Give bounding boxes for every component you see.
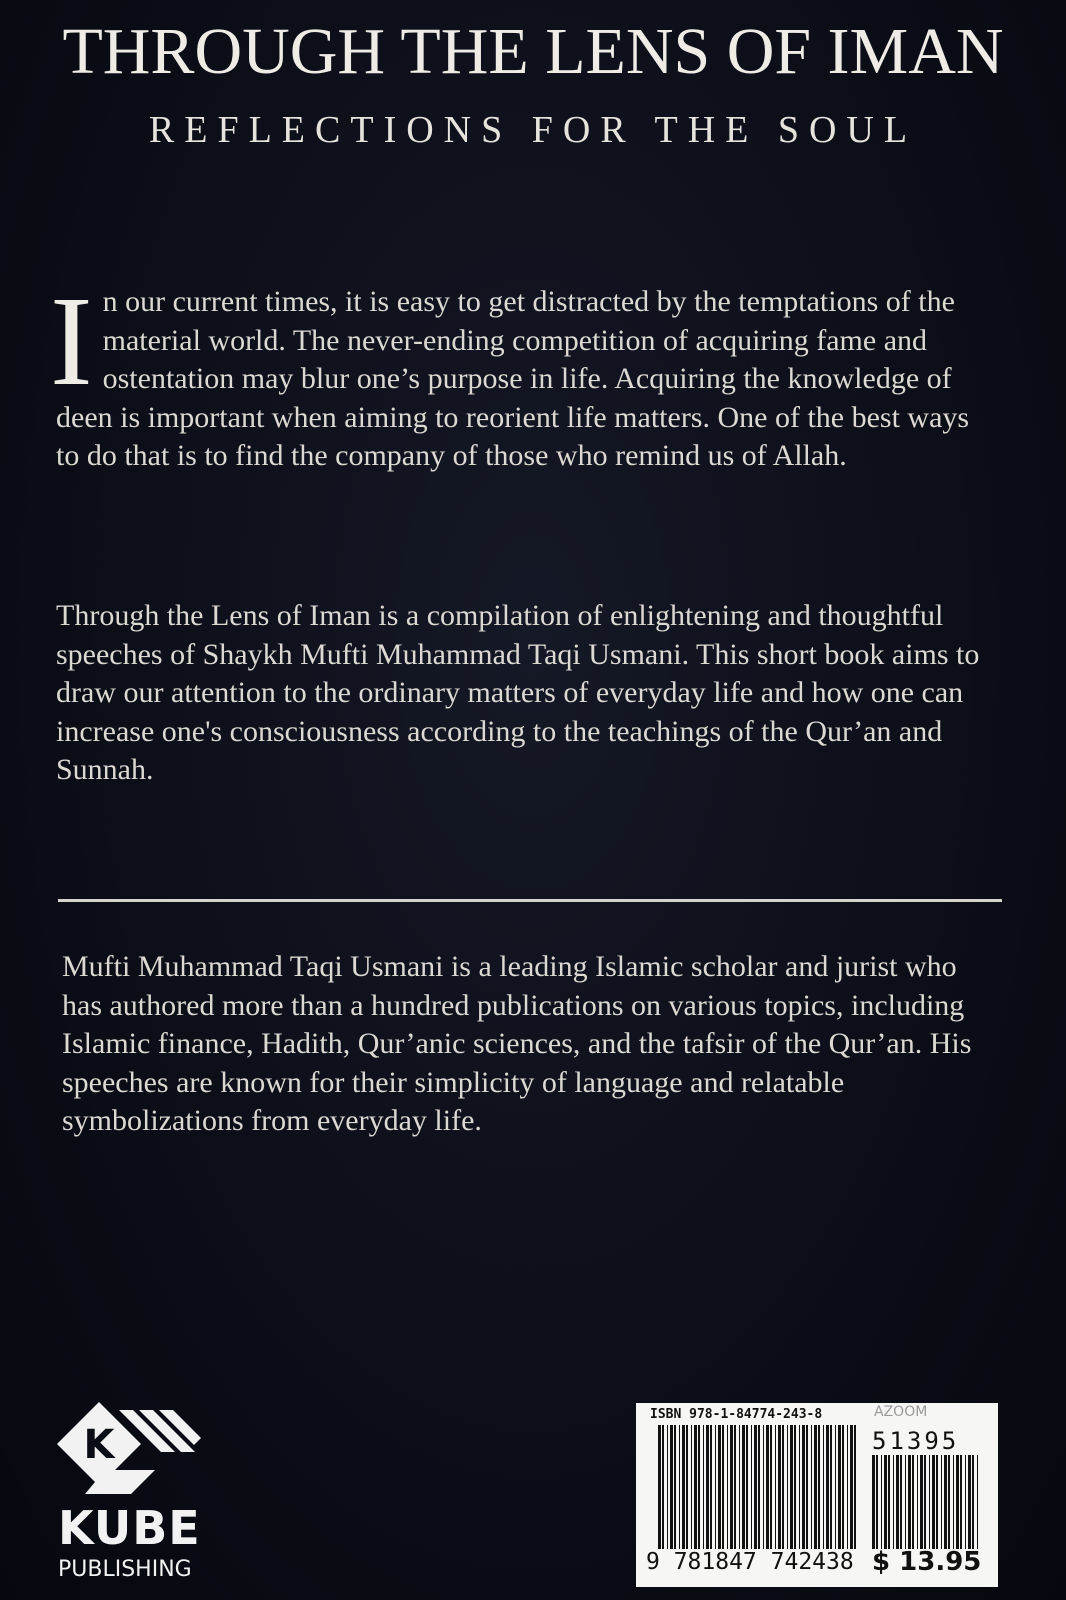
barcode-bar bbox=[670, 1425, 673, 1549]
intro-text: n our current times, it is easy to get distracted by the temptations of the material world. The never-ending competition of acquiring fame and ostentation may blur one’s purpose in life. Acquiring the knowledge of deen is important when aiming to reorient life matters. One of the best ways to do that is to find the company of those who remind us of Allah. bbox=[56, 285, 970, 472]
barcode-bar bbox=[734, 1425, 736, 1549]
barcode-bar bbox=[977, 1455, 978, 1549]
barcode-bar bbox=[703, 1425, 704, 1549]
barcode-bar bbox=[953, 1455, 954, 1549]
publisher-sub: PUBLISHING bbox=[58, 1557, 192, 1582]
book-title: THROUGH THE LENS OF IMAN bbox=[62, 15, 1004, 88]
barcode-bar bbox=[884, 1455, 887, 1549]
barcode-bar bbox=[775, 1425, 776, 1549]
barcode-bar bbox=[814, 1425, 817, 1549]
barcode-bar bbox=[956, 1455, 959, 1549]
barcode-bar bbox=[972, 1455, 974, 1549]
barcode-bar bbox=[830, 1425, 832, 1549]
barcode-bar bbox=[770, 1425, 772, 1549]
barcode-bar bbox=[746, 1425, 748, 1549]
barcode-bar bbox=[811, 1425, 812, 1549]
barcode-bar bbox=[847, 1425, 848, 1549]
barcode-bar bbox=[932, 1455, 935, 1549]
barcode-bar bbox=[854, 1425, 856, 1549]
addon-barcode bbox=[872, 1455, 982, 1549]
barcode-bar bbox=[920, 1455, 923, 1549]
barcode-bar bbox=[881, 1455, 882, 1549]
logo-letter: K bbox=[83, 1422, 115, 1468]
barcode-bar bbox=[968, 1455, 971, 1549]
barcode-bar bbox=[722, 1425, 724, 1549]
price-text: $ 13.95 bbox=[872, 1547, 982, 1577]
barcode-bar bbox=[802, 1425, 805, 1549]
barcode-bar bbox=[782, 1425, 784, 1549]
barcode-label bbox=[636, 1403, 998, 1587]
barcode-bar bbox=[742, 1425, 745, 1549]
barcode-bar bbox=[763, 1425, 764, 1549]
barcode-number: 9 781847 742438 bbox=[646, 1549, 854, 1575]
barcode-bar bbox=[823, 1425, 824, 1549]
barcode-bar bbox=[706, 1425, 709, 1549]
barcode-bar bbox=[912, 1455, 914, 1549]
barcode-bar bbox=[908, 1455, 911, 1549]
barcode-bar bbox=[727, 1425, 728, 1549]
barcode-bar bbox=[790, 1425, 793, 1549]
barcode-bar bbox=[730, 1425, 733, 1549]
barcode-bar bbox=[778, 1425, 781, 1549]
barcode-bar bbox=[948, 1455, 950, 1549]
barcode-bar bbox=[739, 1425, 740, 1549]
barcode-bar bbox=[718, 1425, 721, 1549]
barcode-bar bbox=[965, 1455, 966, 1549]
barcode-bar bbox=[751, 1425, 752, 1549]
barcode-bar bbox=[658, 1425, 661, 1549]
book-subtitle: REFLECTIONS FOR THE SOUL bbox=[148, 109, 918, 151]
barcode-bar bbox=[818, 1425, 820, 1549]
barcode-bar bbox=[799, 1425, 800, 1549]
ean-barcode bbox=[658, 1425, 858, 1549]
barcode-bar bbox=[888, 1455, 890, 1549]
barcode-bar bbox=[679, 1425, 680, 1549]
barcode-bar bbox=[850, 1425, 853, 1549]
barcode-bar bbox=[694, 1425, 697, 1549]
barcode-bar bbox=[896, 1455, 899, 1549]
barcode-bar bbox=[924, 1455, 926, 1549]
description-paragraph: Through the Lens of Iman is a compilation of enlightening and thoughtful speeches of Shaykh Mufti Muhammad Taqi Usmani. This short book aims to draw our attention to the ordinary matters of everyday life and how one can increase one's consciousness according to the teachings of the Qur’an and Sunnah. bbox=[56, 599, 980, 786]
barcode-bar bbox=[682, 1425, 685, 1549]
barcode-bar bbox=[710, 1425, 712, 1549]
barcode-bar bbox=[715, 1425, 716, 1549]
author-bio-paragraph: Mufti Muhammad Taqi Usmani is a leading Islamic scholar and jurist who has authored more than a hundred publications on various topics, including Islamic finance, Hadith, Qur’anic sciences, and the tafsir of the Qur’an. His speeches are known for their simplicity of language and relatable symbolizations from everyday life. bbox=[62, 950, 972, 1137]
barcode-bar bbox=[905, 1455, 906, 1549]
barcode-bar bbox=[893, 1455, 894, 1549]
barcode-bar bbox=[838, 1425, 841, 1549]
barcode-bar bbox=[754, 1425, 757, 1549]
barcode-bar bbox=[917, 1455, 918, 1549]
barcode-bar bbox=[944, 1455, 947, 1549]
barcode-bar bbox=[929, 1455, 930, 1549]
barcode-bar bbox=[686, 1425, 688, 1549]
barcode-bar bbox=[872, 1455, 875, 1549]
isbn-text: ISBN 978-1-84774-243-8 bbox=[650, 1407, 823, 1422]
barcode-bar bbox=[674, 1425, 676, 1549]
barcode-bar bbox=[758, 1425, 760, 1549]
barcode-bar bbox=[806, 1425, 808, 1549]
intro-paragraph bbox=[50, 270, 996, 476]
barcode-bar bbox=[900, 1455, 902, 1549]
barcode-bar bbox=[766, 1425, 769, 1549]
barcode-bar bbox=[835, 1425, 836, 1549]
barcode-bar bbox=[842, 1425, 844, 1549]
barcode-bar bbox=[826, 1425, 829, 1549]
barcode-bar bbox=[691, 1425, 692, 1549]
barcode-bar bbox=[936, 1455, 938, 1549]
price-code: 51395 bbox=[872, 1427, 960, 1455]
watermark-text: AZOOM bbox=[874, 1404, 928, 1420]
drop-cap: I bbox=[50, 270, 93, 412]
barcode-bar bbox=[662, 1425, 664, 1549]
barcode-bar bbox=[787, 1425, 788, 1549]
divider bbox=[58, 899, 1002, 902]
barcode-bar bbox=[794, 1425, 796, 1549]
barcode-bar bbox=[876, 1455, 878, 1549]
barcode-bar bbox=[960, 1455, 962, 1549]
barcode-bar bbox=[667, 1425, 668, 1549]
publisher-name: KUBE bbox=[58, 1501, 201, 1555]
barcode-bar bbox=[941, 1455, 942, 1549]
barcode-bar bbox=[698, 1425, 700, 1549]
